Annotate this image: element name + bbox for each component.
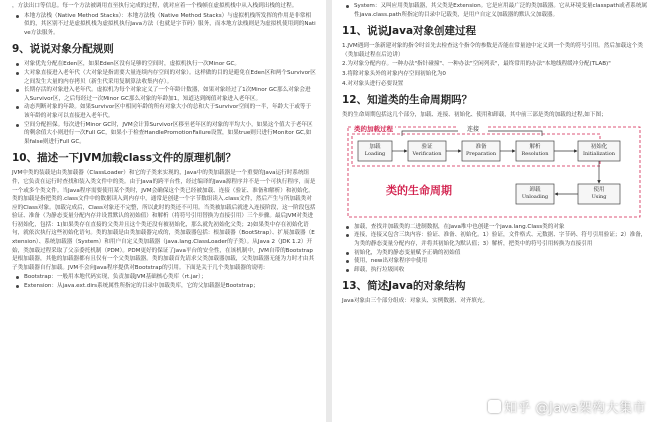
allocation-bullet: 长期存活的对象进入老年代。虚拟机为每个对象定义了一个年龄计数器，如果对象经过了1次Minor GC那么对象会进入Survivor区，之后每经过一次Minor GC那么对象的年龄加1，知道达到阀值对象进入老年区。 <box>12 86 316 103</box>
stage-cn-loading: 加载 <box>369 143 381 150</box>
lifecycle-paragraph: 类的生命周期包括这几个部分，加载、连接、初始化、使用和卸载，其中前三部是类的加载的过程,如下图； <box>342 112 607 119</box>
creation-step: 1.JVM遇到一条新建对象的指令时首先去检查这个指令的参数是否能在常量池中定义到一个类的符号引用。然后加载这个类（类加载过程在后边讲） <box>342 43 643 58</box>
loading-process-title: 类的加载过程 <box>354 124 393 133</box>
lifecycle-bullet: 卸载，执行垃圾回收 <box>342 266 650 275</box>
class-loading-paragraph: JVM中类的装载是由类加载器（ClassLoader）和它的子类来实现的，Java中的类加载器是一个重要的Java运行时系统组件，它负责在运行时查找和装入类文件中的类。由于Java的跨平台性，经过编译的Java源程序并不是一个可执行程序，而是一个或多个类文件。当Java程序需要使用某个类时，JVM会确保这个类已经被加载、连接（验证、准备和解析）和初始化。类的加载是指把类的.class文件中的数据读入到内存中，通常是创建一个字节数组读入.class文件，然后产生与所加载类对应的Class对象。加载完成后，Class对象还不完整，所以此时的类还不可用。当类被加载后就进入连接阶段，这一阶段包括验证、准备（为静态变量分配内存并设置默认的初始值）和解析（将符号引用替换为直接引用）三个步骤。最后JVM对类进行初始化，包括：1)如果类存在直接的父类并且这个类还没有被初始化，那么就先初始化父类；2)如果类中存在初始化语句，就依次执行这些初始化语句。类的加载是由类加载器完成的，类加载器包括：根加载器（BootStrap）、扩展加载器（Extension）、系统加载器（System）和用户自定义类加载器（java.lang.ClassLoader的子类）。从Java 2（JDK 1.2）开始，类加载过程采取了父亲委托机制（PDM）。PDM更好的保证了Java平台的安全性，在该机制中，JVM自带的Bootstrap是根加载器，其他的加载器都有且仅有一个父类加载器。类的加载首先请求父类加载器加载，父类加载器无能为力时才由其子类加载器自行加载。JVM不会向Java程序提供对Bootstrap的引用。下面是关于几个类加载器的说明： <box>12 170 316 271</box>
allocation-bullet: 对象优先分配在Eden区，如果Eden区没有足够的空间时，虚拟机执行一次Minor GC。 <box>12 60 316 69</box>
class-lifecycle-diagram <box>346 124 642 220</box>
watermark-text: 知乎 @Java架构大集市 <box>503 401 646 416</box>
allocation-bullet: 大对象直接进入老年代（大对象是指需要大量连续内存空间的对象）。这样做的目的是避免在Eden区和两个Survivor区之间发生大量的内存拷贝（新生代采用复制算法收集内存）。 <box>12 69 316 86</box>
heading-class-loading: 10、描述一下JVM加载class文件的原理机制？ <box>12 152 237 165</box>
camera-icon <box>488 400 501 413</box>
stage-en-initialization: Initialization <box>582 150 616 157</box>
stage-cn-verification: 验证 <box>421 143 433 150</box>
lifecycle-title: 类的生命周期 <box>386 183 452 197</box>
stage-en-using: Using <box>591 193 607 200</box>
stage-cn-initialization: 初始化 <box>590 143 608 150</box>
right-page <box>332 0 660 422</box>
stage-en-resolution: Resolution <box>521 150 549 157</box>
stage-en-unloading: Unloading <box>521 193 549 200</box>
allocation-bullet: 空间分配担保。每次进行Minor GC时，JVM会计算Survivor区移至老年区的对象的平均大小，如果这个值大于老年区的剩余值大小则进行一次Full GC，如果小于检查HandlePromotionFailure设置，如果true则只进行Monitor GC,如果false则进行Full GC。 <box>12 121 316 147</box>
classloader-bullet: Bootstrap：一般用本地代码实现，负责加载JVM基础核心类库（rt.jar）； <box>12 273 316 282</box>
lifecycle-bullet: 加载，查找并加载类的二进制数据，在Java堆中也创建一个java.lang.Class类的对象 <box>342 223 650 232</box>
lifecycle-bullet: 初始化，为类的静态变量赋予正确的初始值 <box>342 249 650 258</box>
lifecycle-bullet: 使用，new出对象程序中使用 <box>342 257 650 266</box>
heading-object-allocation: 9、说说对象分配规则 <box>12 43 114 56</box>
heading-object-structure: 13、简述Java的对象结构 <box>342 280 466 293</box>
classloader-bullet: Extension：从java.ext.dirs系统属性所指定的目录中加载类库，它的父加载器是Bootstrap； <box>12 282 316 291</box>
stage-en-loading: Loading <box>364 150 386 157</box>
heading-object-creation: 11、说说Java对象创建过程 <box>342 25 477 38</box>
heading-class-lifecycle: 12、知道类的生命周期吗？ <box>342 94 473 107</box>
stage-en-verification: Verification <box>412 150 442 157</box>
stage-cn-using: 使用 <box>593 186 605 193</box>
creation-step: 4.对对象头进行必要设置 <box>342 80 404 87</box>
intro-paragraph: ，方法出口等信息。每一个方法被调用直至执行完成的过程，就对应着一个栈帧在虚拟机栈中从入栈到出栈的过程。 <box>12 3 298 9</box>
stage-cn-resolution: 解析 <box>529 143 541 150</box>
creation-step: 3.将除对象头外的对象内存空间初始化为0 <box>342 70 446 77</box>
connect-label: 连接 <box>458 124 488 133</box>
creation-step: 2.为对象分配内存。一种办法"指针碰撞"、一种办法"空闲列表"，最终常用的办法"本地线程缓冲分配(TLAB)" <box>342 61 611 68</box>
stage-en-preparation: Preparation <box>465 150 497 157</box>
left-page <box>0 0 326 422</box>
stage-cn-unloading: 卸载 <box>529 186 541 193</box>
system-loader-bullet: System：又叫应用类加载器，其父类是Extension。它是应用最广泛的类加载器。它从环境变量classpath或者系统属性java.class.path所指定的目录中记载类，是用户自定义加载器的默认父加载器。 <box>342 2 650 19</box>
allocation-bullet: 动态判断对象的年龄。如果Survivor区中相同年龄的所有对象大小的总和大于Survivor空间的一半，年龄大于或等于该年龄的对象可以直接进入老年代。 <box>12 103 316 120</box>
lifecycle-diagram-graphics <box>346 124 642 220</box>
lifecycle-bullet: 连接，连接又包含三块内容：验证、准备、初始化。1）验证，文件格式、元数据、字节码、符号引用验证；2）准备，为类的静态变量分配内存，并将其初始化为默认值；3）解析，把类中的符号引用转换为直接引用 <box>342 231 650 248</box>
native-method-stack-bullet: 本地方法栈（Native Method Stacks）：本地方法栈（Native Method Stacks）与虚拟机栈所发挥的作用是非常相似的，其区别不过是虚拟机栈为虚拟机执行Java方法（也就是字节码）服务，而本地方法栈则是为虚拟机使用到的Native方法服务。 <box>12 12 316 38</box>
zhihu-watermark <box>488 397 646 416</box>
stage-cn-preparation: 准备 <box>475 143 487 150</box>
object-structure-paragraph: Java对象由三个部分组成：对象头、实例数据、对齐填充。 <box>342 298 489 305</box>
